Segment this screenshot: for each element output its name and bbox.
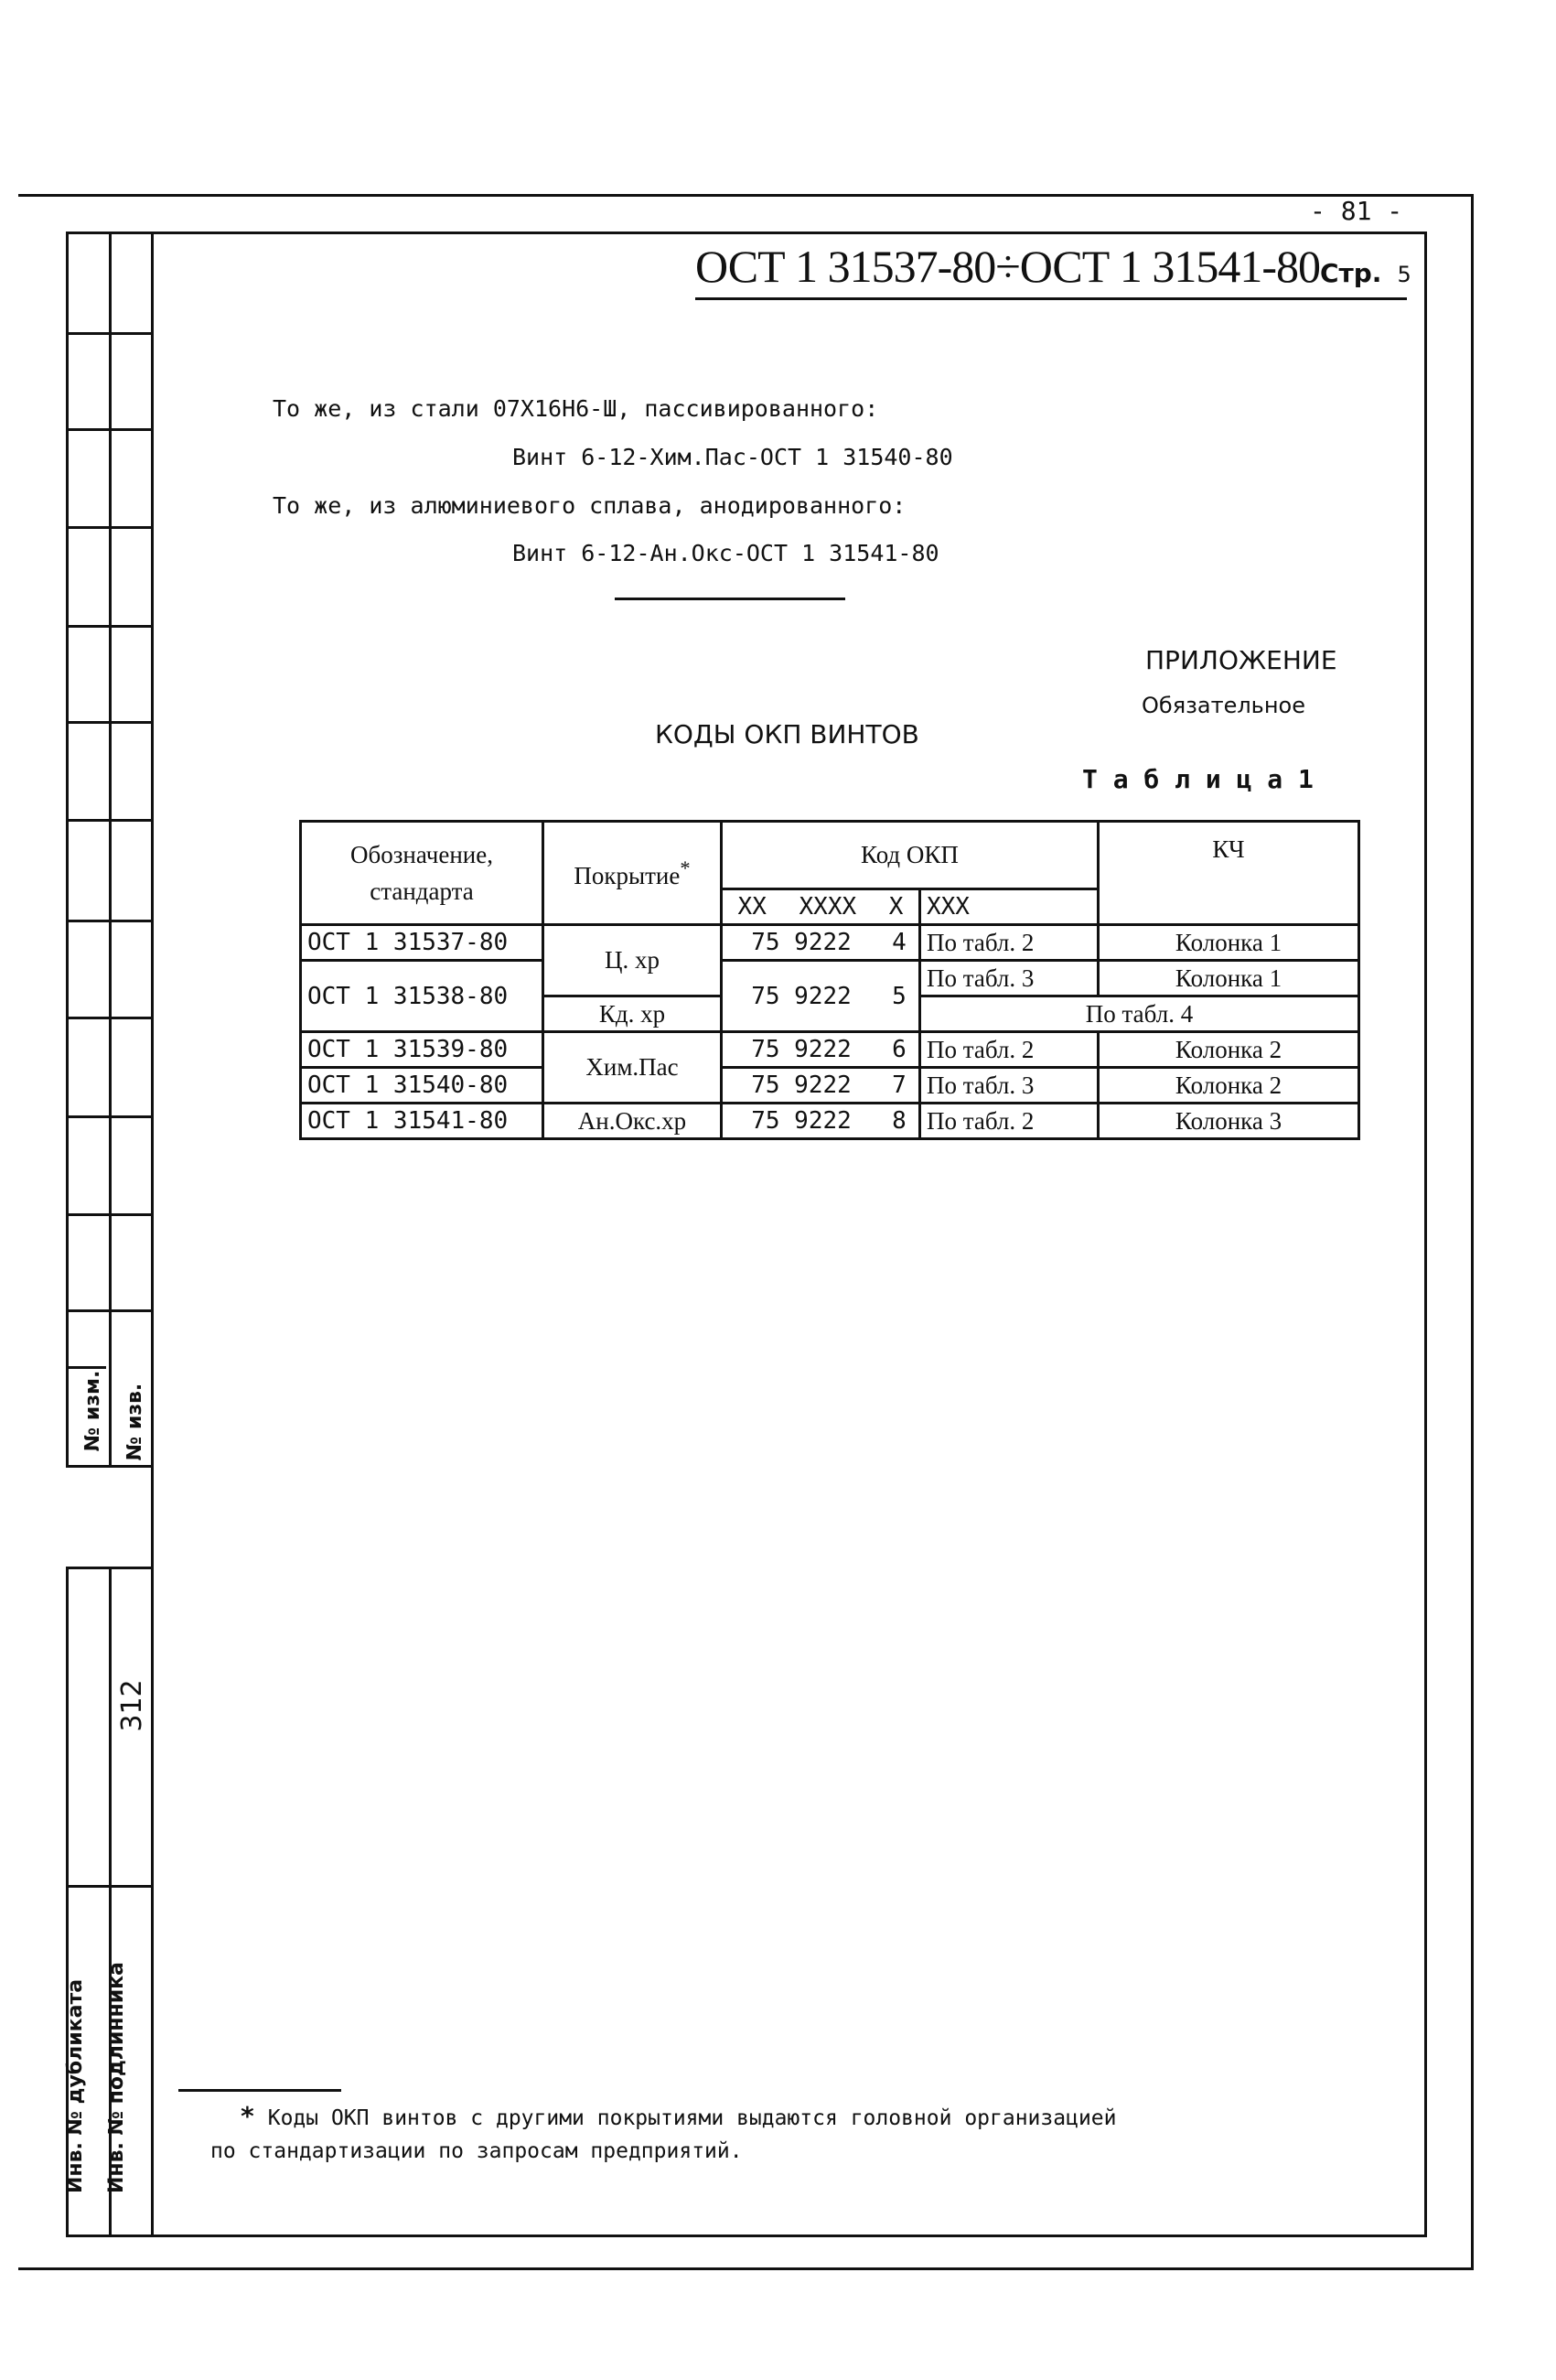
body-line-4: Винт 6-12-Ан.Окс-ОСТ 1 31541-80 (512, 540, 939, 566)
coating-footnote-mark: * (680, 856, 691, 879)
table-row (301, 961, 1359, 996)
table-row (301, 1032, 1359, 1068)
appendix-title: ПРИЛОЖЕНИЕ (1145, 645, 1337, 675)
ref-cell: По табл. 2 (920, 925, 1099, 961)
code-cell: 75 9222 (722, 1068, 881, 1104)
digit-cell: 6 (880, 1032, 920, 1068)
document-frame (151, 232, 1427, 2237)
ref-cell: По табл. 3 (920, 1068, 1099, 1104)
sub-xx: XX (737, 892, 767, 921)
body-line-1: То же, из стали 07Х16Н6-Ш, пассивированного: (273, 395, 879, 422)
coating-header-text: Покрытие (574, 861, 681, 889)
document-header (695, 240, 1427, 304)
code-cell: 75 9222 (722, 961, 881, 1032)
coating-header (543, 822, 722, 925)
footnote-line-1 (240, 2101, 1116, 2131)
table-label: Т а б л и ц а 1 (1082, 764, 1314, 794)
page-label: Стр. (1319, 258, 1382, 288)
designation-header-l2: стандарта (370, 878, 474, 905)
merged-ref-cell: По табл. 4 (920, 996, 1359, 1032)
okp-sub-xx-xxxx-x (722, 888, 920, 924)
standard-cell: ОСТ 1 31538-80 (301, 961, 543, 1032)
change-number-label: № изм. (81, 1370, 104, 1452)
sub-xxxx: XXXX (799, 892, 857, 921)
okp-header: Код ОКП (722, 822, 1099, 889)
footnote-rule (178, 2089, 341, 2092)
standard-range: ОСТ 1 31537-80÷ОСТ 1 31541-80 (695, 241, 1320, 292)
standard-cell: ОСТ 1 31540-80 (301, 1068, 543, 1104)
designation-header (301, 822, 543, 925)
code-cell: 75 9222 (722, 1104, 881, 1139)
table-row (301, 1104, 1359, 1139)
digit-cell: 5 (880, 961, 920, 1032)
page-num: 5 (1397, 262, 1411, 287)
original-inventory-label: Инв. № подлинника (105, 1962, 128, 2193)
header-underline (695, 297, 1407, 300)
ref-cell: По табл. 2 (920, 1104, 1099, 1139)
standard-cell: ОСТ 1 31539-80 (301, 1032, 543, 1068)
sheet-bottom-border (18, 2267, 1473, 2270)
column-cell: Колонка 2 (1099, 1032, 1359, 1068)
coating-cell: Ц. хр (543, 925, 722, 996)
inventory-number: 312 (116, 1679, 148, 1732)
sheet-right-border (1471, 194, 1474, 2270)
code-cell: 75 9222 (722, 925, 881, 961)
separator-line (615, 598, 845, 600)
footnote-mark: * (240, 2101, 255, 2131)
sub-x: X (888, 892, 904, 921)
coating-cell: Ан.Окс.хр (543, 1104, 722, 1139)
okp-codes-table (299, 820, 1360, 1140)
column-cell: Колонка 1 (1099, 925, 1359, 961)
table-row (301, 1068, 1359, 1104)
table-row (301, 925, 1359, 961)
section-title: КОДЫ ОКП ВИНТОВ (655, 719, 919, 749)
footnote-line-2: по стандартизации по запросам предприятий. (210, 2139, 743, 2163)
standard-cell: ОСТ 1 31541-80 (301, 1104, 543, 1139)
page-number: - 81 - (1310, 196, 1403, 226)
ref-cell: По табл. 2 (920, 1032, 1099, 1068)
kch-header: КЧ (1099, 822, 1359, 925)
standard-cell: ОСТ 1 31537-80 (301, 925, 543, 961)
duplicate-inventory-label: Инв. № дубликата (64, 1978, 87, 2193)
body-line-2: Винт 6-12-Хим.Пас-ОСТ 1 31540-80 (512, 444, 953, 470)
coating-cell: Хим.Пас (543, 1032, 722, 1104)
notice-number-label: № изв. (123, 1383, 146, 1461)
column-cell: Колонка 1 (1099, 961, 1359, 996)
column-cell: Колонка 2 (1099, 1068, 1359, 1104)
digit-cell: 8 (880, 1104, 920, 1139)
sheet-top-border (18, 194, 1473, 197)
column-cell: Колонка 3 (1099, 1104, 1359, 1139)
table-header-row (301, 822, 1359, 889)
code-cell: 75 9222 (722, 1032, 881, 1068)
appendix-status: Обязательное (1142, 693, 1305, 718)
designation-header-l1: Обозначение, (350, 840, 493, 868)
body-line-3: То же, из алюминиевого сплава, анодированного: (273, 492, 907, 519)
digit-cell: 7 (880, 1068, 920, 1104)
ref-cell: По табл. 3 (920, 961, 1099, 996)
coating-cell: Кд. хр (543, 996, 722, 1032)
footnote-text-1: Коды ОКП винтов с другими покрытиями выдаются головной организацией (267, 2106, 1117, 2130)
digit-cell: 4 (880, 925, 920, 961)
okp-sub-xxx: XXX (920, 888, 1099, 924)
side-strip-grid (66, 232, 154, 1468)
